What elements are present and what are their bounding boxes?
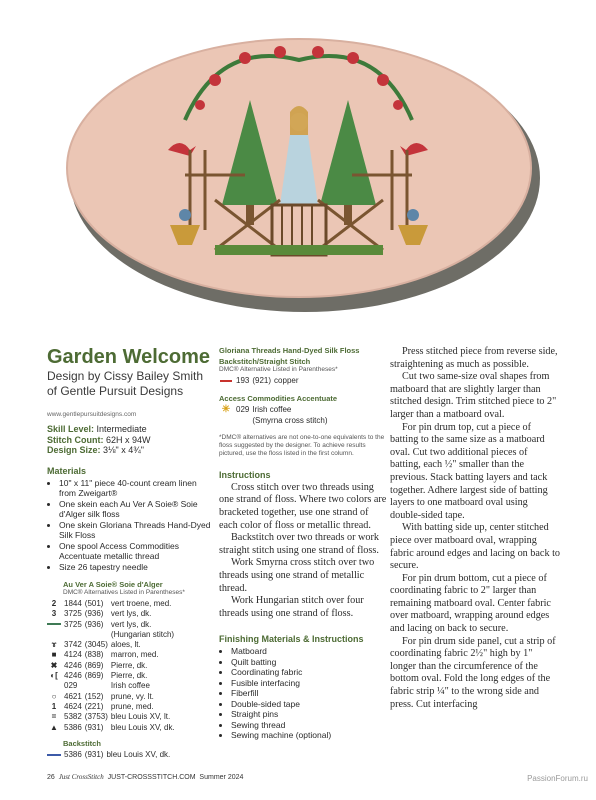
table-row: 1 4624 (221) prune, med. (51, 701, 154, 711)
backstitch-table (47, 750, 173, 760)
list-item: • Sewing machine (optional) (231, 730, 387, 741)
list-item: • One skein each Au Ver A Soie® Soie d'Alger silk floss (59, 499, 215, 520)
issue-name: Summer 2024 (199, 774, 244, 781)
table-row: 029 Irish coffee (64, 681, 150, 691)
backstitch-heading: Backstitch (63, 738, 101, 748)
paragraph: With batting side up, center stitched piece over matboard oval, wrapping fabric around edges and lacing on back to secure. (390, 522, 561, 572)
spec-stitch-count: Stitch Count: 62H x 94W (47, 434, 151, 445)
table-row: 3725 (936) vert lys, dk. (47, 620, 178, 630)
list-item: • Double-sided tape (231, 699, 387, 710)
paragraph: Cut two same-size oval shapes from matboard that are slightly larger than stitched design. Trim stitched piece to 2" larger than a matboard oval. (390, 371, 557, 420)
table-row: ✖ 4246 (869) Pierre, dk. (50, 660, 148, 670)
paragraph: For pin drum side panel, cut a strip of coordinating fabric 2½" high by 1" longer than the circumference of the bottom oval. Fold the long edges of the fabric strip ¼" to the wrong side and press. Cut interfacing (390, 635, 556, 710)
green-line-symbol (47, 623, 61, 625)
star-symbol-icon: ✳ (221, 404, 231, 416)
list-item: • Quilt batting (231, 657, 387, 668)
materials-heading: Materials (47, 465, 87, 476)
list-item: • 10" x 11" piece 40-count cream linen from Zweigart® (59, 478, 215, 499)
table-row: ○ 4621 (152) prune, vy. lt. (51, 691, 154, 701)
list-item: • Size 26 tapestry needle (59, 562, 215, 573)
instructions-heading: Instructions (219, 469, 271, 480)
pin-drum-photo (0, 0, 596, 340)
specs (47, 424, 215, 456)
list-item: • Fusible interfacing (231, 678, 387, 689)
key2-note: DMC® Alternative Listed in Parentheses* (219, 366, 338, 373)
byline: Design by Cissy Bailey Smith of Gentle Pursuit Designs (47, 369, 204, 398)
list-item: • Sewing thread (231, 720, 387, 731)
key3-heading: Access Commodities Accentuate (219, 394, 338, 404)
instructions-body: Cross stitch over two threads using one strand of floss. Where two colors are bracketed together, use one strand of each color of floss or metallic thread. Backstitch over two threads or work straight stitch using one strand of floss. Work Smyrna cross stitch over two threads using one strand of metallic thread. Work Hungarian stitch over four threads using one strand of floss. (219, 481, 387, 619)
column-left (47, 346, 215, 760)
table-row: ◐[ 4246 (869) Pierre, dk. (50, 671, 148, 681)
table-row: 3 3725 (936) vert lys, dk. (51, 609, 152, 619)
table-row: = 5382 (3753) bleu Louis XV, lt. (51, 712, 171, 722)
list-item: • Fiberfill (231, 688, 387, 699)
blue-line-symbol (47, 754, 61, 756)
key2-heading: Gloriana Threads Hand-Dyed Silk Floss (219, 346, 360, 355)
paragraph: Press stitched piece from reverse side, straightening as much as possible. (390, 346, 558, 370)
key1-heading: Au Ver A Soie® Soie d'Alger (63, 580, 163, 589)
column-right (390, 346, 560, 711)
column-middle (219, 346, 387, 741)
paragraph: For pin drum top, cut a piece of batting to the same size as a matboard oval. Cut two additional pieces of batting, each ½" smaller than the previous. Stack batting layers and tack together. Adhere largest side of batting layers to one matboard oval using double-sided tape. (390, 421, 548, 521)
table-row: (Hungarian stitch) (110, 629, 175, 639)
floss-key-table (47, 599, 178, 733)
table-row: 193 (921) copper (219, 376, 302, 386)
finishing-list (219, 646, 387, 741)
designer-url[interactable]: www.gentlepursuitdesigns.com (47, 411, 137, 418)
spec-skill: Skill Level: Intermediate (47, 424, 147, 434)
spec-design-size: Design Size: 3⅛" x 4¾" (47, 445, 144, 455)
key2-sub: Backstitch/Straight Stitch (219, 357, 311, 366)
table-row: ■ 4124 (838) marron, med. (51, 650, 159, 660)
table-row: ɤ 3742 (3045) aloes, lt. (51, 640, 141, 650)
table-row: (Smyrna cross stitch) (252, 415, 328, 425)
table-row: 5386 (931) bleu Louis XV, dk. (47, 750, 173, 760)
page-footer (47, 773, 243, 781)
materials-list (47, 478, 215, 573)
dmc-footnote: *DMC® alternatives are not one-to-one equivalents to the floss suggested by the designer. To achieve results pictured, use the floss listed in the first column. (219, 433, 385, 457)
finishing-heading: Finishing Materials & Instructions (219, 634, 364, 645)
watermark: PassionForum.ru (527, 774, 588, 783)
site-name: JUST-CROSSSTITCH.COM (107, 774, 196, 781)
key1-note: DMC® Alternatives Listed in Parentheses* (63, 589, 185, 596)
list-item: • One spool Access Commodities Accentuate metallic thread (59, 541, 215, 562)
list-item: • Straight pins (231, 709, 387, 720)
table-row: ✳ 029 Irish coffee (221, 404, 292, 416)
table-row: ▲ 5386 (931) bleu Louis XV, dk. (50, 722, 175, 732)
list-item: • Matboard (231, 646, 387, 657)
article-title: Garden Welcome (47, 346, 211, 368)
list-item: • Coordinating fabric (231, 667, 387, 678)
list-item: • One skein Gloriana Threads Hand-Dyed Silk Floss (59, 520, 215, 541)
gloriana-table (219, 376, 302, 386)
paragraph: For pin drum bottom, cut a piece of coordinating fabric to 2" larger than remaining matboard oval. Center fabric over matboard, wrapping around edges and lacing on back to secure. (390, 572, 551, 635)
red-line-symbol (220, 380, 232, 382)
page-number: 26 (47, 774, 55, 781)
accentuate-table (219, 405, 330, 426)
table-row: 2 1844 (501) vert troene, med. (51, 599, 172, 608)
magazine-name: Just CrossStitch (58, 773, 104, 781)
